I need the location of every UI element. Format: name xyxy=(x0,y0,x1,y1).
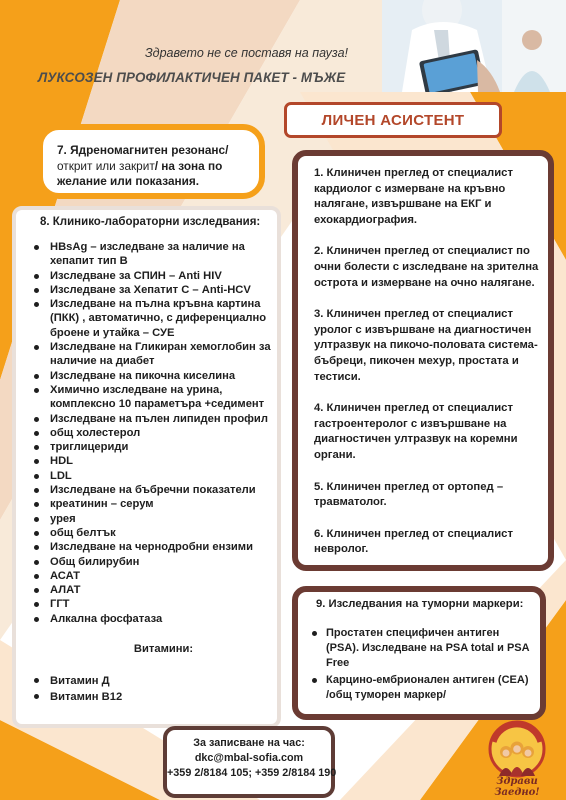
list-item: АЛАТ xyxy=(26,583,271,597)
specialist-item: 6. Клиничен преглед от специалист невролог. xyxy=(314,527,513,556)
tumor-markers-section xyxy=(292,586,546,720)
list-item: триглицериди xyxy=(26,440,271,454)
list-item: ГГТ xyxy=(26,597,271,611)
specialist-item: 1. Клиничен преглед от специалист кардиолог с измерване на кръвно налягане, извършване на ЕКГ и ехокардиография. xyxy=(314,167,513,226)
list-item: Витамин В12 xyxy=(26,689,271,705)
mri-line1: 7. Ядреномагнитен резонанс/ xyxy=(57,143,229,157)
list-item: Изследване на пълна кръвна картина (ПКК) , автоматично, с диференциално броене и утайка – СУЕ xyxy=(26,297,271,340)
list-item: Изследване за Хепатит С – Anti-HCV xyxy=(26,283,271,297)
mri-section xyxy=(37,124,265,199)
list-item: LDL xyxy=(26,469,271,483)
vitamins-list xyxy=(26,673,271,705)
tumor-markers-list xyxy=(308,626,534,703)
list-item: HBsAg – изследване за наличие на хепапит тип В xyxy=(26,240,271,269)
mri-line3: желание или показания. xyxy=(57,174,200,188)
contact-phones[interactable]: +359 2/8184 105; +359 2/8184 190 xyxy=(167,767,337,779)
list-item: HDL xyxy=(26,454,271,468)
list-item: Изследване за СПИН – Anti HIV xyxy=(26,269,271,283)
saints-emblem-icon xyxy=(486,720,548,778)
list-item: Витамин Д xyxy=(26,673,271,689)
lab-tests-list xyxy=(26,240,271,626)
list-item: общ белтък xyxy=(26,526,271,540)
tumor-markers-title: 9. Изследвания на туморни маркери: xyxy=(316,598,524,610)
doctor-photo xyxy=(382,0,566,92)
list-item: Химично изследване на урина, комплексно 10 параметъра +седимент xyxy=(26,383,271,412)
list-item: Общ билирубин xyxy=(26,555,271,569)
lab-tests-title: 8. Клинико-лабораторни изследвания: xyxy=(40,216,261,228)
list-item: урея xyxy=(26,512,271,526)
list-item: Изследване на пълен липиден профил xyxy=(26,412,271,426)
list-item: Изследване на пикочна киселина xyxy=(26,369,271,383)
list-item: Простатен специфичен антиген (PSA). Изследване на PSA total и PSA Free xyxy=(308,626,534,671)
package-title: ЛУКСОЗЕН ПРОФИЛАКТИЧЕН ПАКЕТ - МЪЖЕ xyxy=(38,70,346,85)
specialist-item: 3. Клиничен преглед от специалист уролог с извършване на диагностичен ултразвук на пикочо-половата система-бъбреци, пикочен мехур, простата и тестиси. xyxy=(314,308,538,383)
list-item: Алкална фосфатаза xyxy=(26,612,271,626)
personal-assistant-badge xyxy=(284,102,502,138)
list-item: Изследване на бъбречни показатели xyxy=(26,483,271,497)
list-item: Карцино-ембрионален антиген (CEA) /общ туморен маркер/ xyxy=(308,673,534,703)
specialist-item: 5. Клиничен преглед от ортопед – травматолог. xyxy=(314,480,504,509)
list-item: АСАТ xyxy=(26,569,271,583)
slogan-text: Здравето не се поставя на пауза! xyxy=(145,46,348,60)
contact-box xyxy=(163,726,335,798)
specialist-item: 2. Клиничен преглед от специалист по очни болести с изследване на зрителна острота и измерване на очно налягане. xyxy=(314,245,539,289)
vitamins-title: Витамини: xyxy=(133,643,194,656)
logo-tagline: Здрави Заедно! xyxy=(494,776,540,798)
mri-line2-normal: открит или закрит xyxy=(57,158,155,173)
list-item: Изследване на чернодробни ензими xyxy=(26,540,271,554)
specialists-section xyxy=(292,150,554,571)
lab-tests-section xyxy=(12,206,281,728)
list-item: креатинин – серум xyxy=(26,497,271,511)
hospital-logo xyxy=(477,720,557,798)
mri-line2-bold: / на зона по xyxy=(154,158,223,173)
personal-assistant-label: ЛИЧЕН АСИСТЕНТ xyxy=(321,111,465,129)
specialist-item: 4. Клиничен преглед от специалист гастроентеролог с извършване на диагностичен ултразвук на коремни органи. xyxy=(314,402,518,461)
contact-email[interactable]: dkc@mbal-sofia.com xyxy=(194,752,304,764)
contact-label: За записване на час: xyxy=(193,737,305,749)
list-item: Изследване на Гликиран хемоглобин за наличие на диабет xyxy=(26,340,271,369)
list-item: общ холестерол xyxy=(26,426,271,440)
